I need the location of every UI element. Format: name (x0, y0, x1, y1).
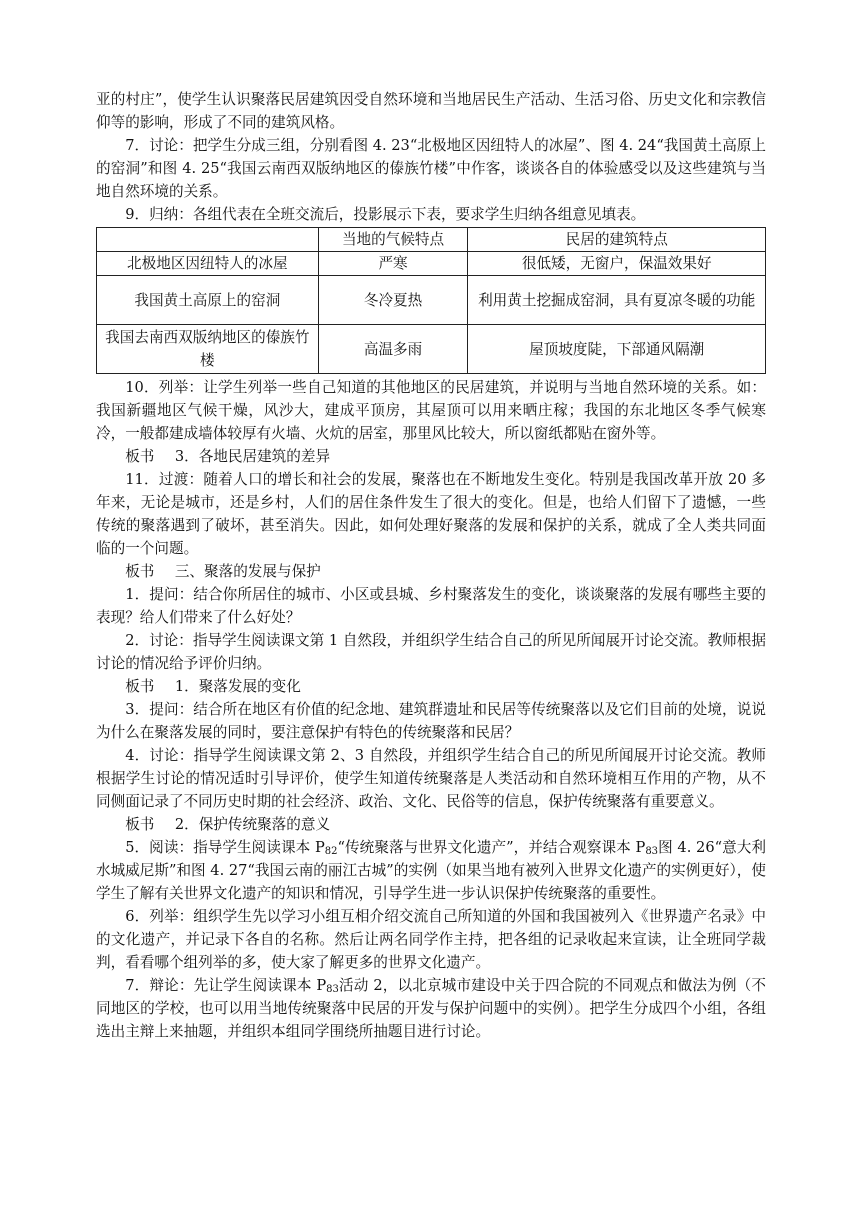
banshu-tag: 板书 (125, 563, 155, 580)
page-subscript: 83 (645, 846, 659, 857)
text-run: 世界文化遗产的实例更好），使学生了解有关世界文化遗产的知识和情况，引导学生进一步认识保护传统聚落的重要性。 (96, 862, 766, 902)
text-run: 5．阅读：指导学生阅读课本 P (125, 839, 325, 856)
paragraph: 6．列举：组织学生先以学习小组互相介绍交流自己所知道的外国和我国被列入《世界遗产名录》中的文化遗产，并记录下各自的名称。然后让两名同学作主持，把各组的记录收起来宣读，让全班同学裁判，看看哪个组列举的多，使大家了解更多的世界文化遗产。 (96, 908, 766, 971)
banshu-tag: 板书 (125, 816, 155, 833)
paragraph: 3．提问：结合所在地区有价值的纪念地、建筑群遗址和民居等传统聚落以及它们目前的处境，说说为什么在聚落发展的同时，要注意保护有特色的传统聚落和民居？ (96, 701, 766, 741)
banshu-text: 三、聚落的发展与保护 (174, 563, 321, 580)
page-subscript: 83 (326, 984, 339, 995)
table-cell: 利用黄土挖掘成窑洞，具有夏凉冬暖的功能 (468, 276, 766, 325)
table-row (97, 325, 766, 374)
paragraph: 4．讨论：指导学生阅读课文第 2、3 自然段，并组织学生结合自己的所见所闻展开讨论交流。教师根据学生讨论的情况适时引导评价，使学生知道传统聚落是人类活动和自然环境相互作用的产物，从不同侧面记录了不同历史时期的社会经济、政治、文化、民俗等的信息，保护传统聚落有重要意义。 (96, 747, 766, 810)
paragraph: 10．列举：让学生列举一些自己知道的其他地区的民居建筑，并说明与当地自然环境的关系。如：我国新疆地区气候干燥，风沙大，建成平顶房，其屋顶可以用来晒庄稼；我国的东北地区冬季气候寒冷，一般都建成墙体较厚有火墙、火炕的居室，那里风比较大，所以窗纸都贴在窗外等。 (96, 379, 766, 442)
paragraph: 2．讨论：指导学生阅读课文第 1 自然段，并组织学生结合自己的所见所闻展开讨论交流。教师根据讨论的情况给予评价归纳。 (96, 632, 766, 672)
text-run: 7．辩论：先让学生阅读课本 P (125, 977, 327, 994)
table-header-cell: 当地的气候特点 (318, 228, 468, 252)
table-row (97, 276, 766, 325)
table-cell: 我国黄土高原上的窑洞 (97, 276, 319, 325)
banshu-text: 3．各地民居建筑的差异 (174, 448, 331, 465)
paragraph (96, 836, 766, 905)
banshu-line (96, 675, 766, 698)
banshu-line (96, 813, 766, 836)
table-header-cell (97, 228, 319, 252)
table-cell: 严寒 (318, 252, 468, 276)
banshu-text: 2．保护传统聚落的意义 (174, 816, 331, 833)
table-row (97, 252, 766, 276)
table-cell: 很低矮，无窗户，保温效果好 (468, 252, 766, 276)
text-run: “传统聚落与世界文化遗产”，并结合观察课本 P (337, 839, 646, 856)
paragraph: 9．归纳：各组代表在全班交流后，投影展示下表，要求学生归纳各组意见填表。 (125, 206, 646, 223)
page-subscript: 82 (324, 846, 338, 857)
table-cell: 冬冷夏热 (318, 276, 468, 325)
table-cell: 北极地区因纽特人的冰屋 (97, 252, 319, 276)
banshu-line (96, 560, 766, 583)
housing-climate-table (96, 227, 766, 374)
table-cell: 屋顶坡度陡，下部通风隔潮 (468, 325, 766, 374)
banshu-text: 1．聚落发展的变化 (174, 678, 301, 695)
paragraph: 1．提问：结合你所居住的城市、小区或县城、乡村聚落发生的变化，谈谈聚落的发展有哪些主要的表现？给人们带来了什么好处？ (96, 586, 766, 626)
document-page (96, 88, 766, 1043)
table-cell: 高温多雨 (318, 325, 468, 374)
text-run: 活动 (338, 977, 374, 994)
banshu-line (96, 445, 766, 468)
paragraph: 亚的村庄”，使学生认识聚落民居建筑因受自然环境和当地居民生产活动、生活习俗、历史文化和宗教信仰等的影响，形成了不同的建筑风格。 (96, 91, 766, 131)
paragraph (96, 974, 766, 1043)
paragraph: 7．讨论：把学生分成三组，分别看图 4. 23“北极地区因纽特人的冰屋”、图 4. 24“我国黄土高原上的窑洞”和图 4. 25“我国云南西双版纳地区的傣族竹楼”中作客，谈谈各自的体验感受以及这些建筑与当地自然环境的关系。 (96, 137, 766, 200)
table-header-row (97, 228, 766, 252)
text-run: 图 4. 26“意大利水城威尼斯”和图 4. 27“我国云南的丽江古城”的实例（如果当地有被列入 (96, 839, 767, 879)
table-cell: 我国去南西双版纳地区的傣族竹楼 (97, 325, 319, 374)
banshu-tag: 板书 (125, 448, 155, 465)
paragraph: 11．过渡：随着人口的增长和社会的发展，聚落也在不断地发生变化。特别是我国改革开放 20 多年来，无论是城市，还是乡村，人们的居住条件发生了很大的变化。但是，也给人们留下了遗憾，一些传统的聚落遇到了破坏，甚至消失。因此，如何处理好聚落的发展和保护的关系，就成了全人类共同面临的一个问题。 (96, 471, 766, 557)
text-run: 2，以北京城市建设中关于四合院的不同观点和做法为例（不同地区的学校，也可以用当地传统聚落中民居的开发与保护问题中的实例）。把学生分成四个小组，各组选出主辩上来抽题，并组织本组同学围绕所抽题目进行讨论。 (96, 977, 766, 1040)
banshu-tag: 板书 (125, 678, 155, 695)
table-header-cell: 民居的建筑特点 (468, 228, 766, 252)
